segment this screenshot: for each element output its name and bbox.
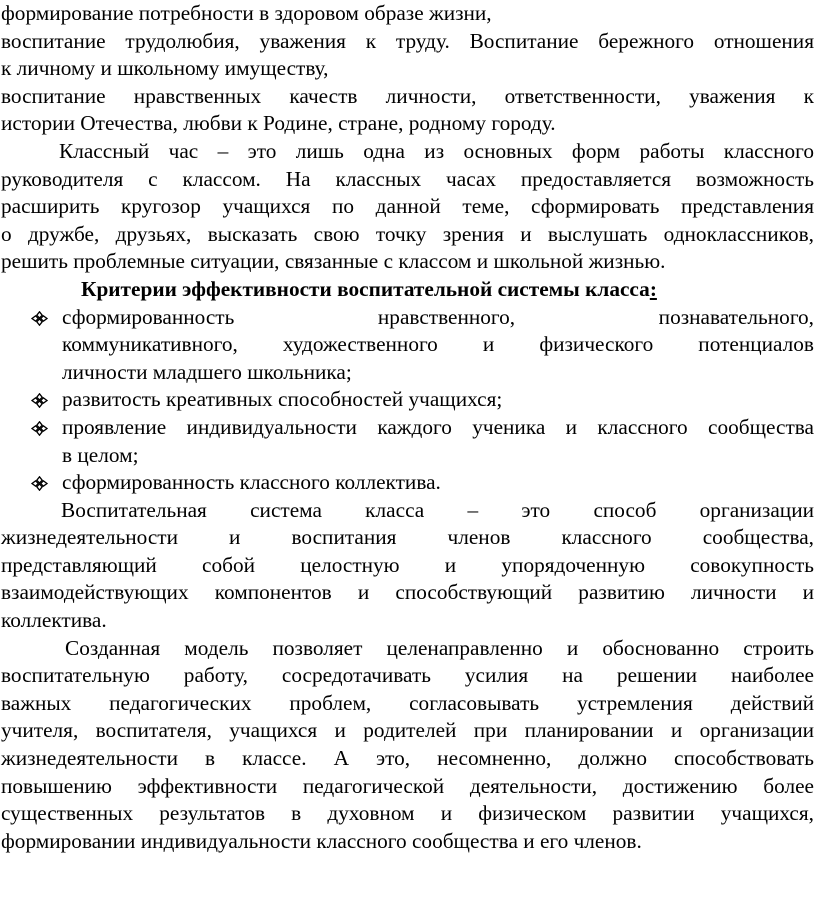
text-line: сформированность нравственного, познавательного, — [62, 304, 814, 329]
text-line: коллектива. — [1, 608, 107, 633]
text-line: представляющий собой целостную и упорядоченную совокупность — [1, 552, 814, 577]
list-item — [1, 304, 814, 387]
text-line: личности младшего школьника; — [62, 359, 352, 384]
text-line: повышению эффективности педагогической деятельности, достижению более — [1, 773, 814, 798]
criteria-heading-text: Критерии эффективности воспитательной системы класса — [81, 276, 650, 301]
system-paragraph — [1, 497, 814, 635]
text-line: к личному и школьному имуществу, — [1, 56, 329, 81]
text-line: в целом; — [62, 442, 139, 467]
text-line: жизнедеятельности в классе. А это, несомненно, должно способствовать — [1, 746, 814, 771]
text-line: сформированность классного коллектива. — [62, 470, 441, 495]
model-paragraph — [1, 635, 814, 856]
intro-block — [1, 0, 814, 138]
text-line: расширить кругозор учащихся по данной теме, сформировать представления — [1, 194, 814, 219]
text-line: взаимодействующих компонентов и способствующий развитию личности и — [1, 580, 814, 605]
list-item — [1, 414, 814, 469]
document-page — [1, 0, 814, 855]
text-line: воспитательную работу, сосредотачивать усилия на решении наиболее — [1, 663, 814, 688]
text-line: Классный час – это лишь одна из основных форм работы классного — [59, 138, 814, 163]
text-line: формировании индивидуальности классного сообщества и его членов. — [1, 828, 642, 853]
text-line: воспитание нравственных качеств личности, ответственности, уважения к — [1, 83, 814, 108]
text-line: воспитание трудолюбия, уважения к труду. Воспитание бережного отношения — [1, 28, 814, 53]
text-line: Воспитательная система класса – это способ организации — [61, 497, 814, 522]
text-line: истории Отечества, любви к Родине, стране, родному городу. — [1, 111, 556, 136]
text-line: жизнедеятельности и воспитания членов классного сообщества, — [1, 525, 814, 550]
text-line: развитость креативных способностей учащихся; — [62, 387, 503, 412]
text-line: формирование потребности в здоровом образе жизни, — [1, 1, 492, 25]
text-line: важных педагогических проблем, согласовывать устремления действий — [1, 690, 814, 715]
text-line: проявление индивидуальности каждого ученика и классного сообщества — [62, 414, 814, 439]
text-line: существенных результатов в духовном и физическом развитии учащихся, — [1, 801, 814, 826]
four-diamond-bullet-icon — [31, 386, 49, 414]
list-item — [1, 386, 814, 414]
criteria-list — [1, 304, 814, 497]
text-line: руководителя с классом. На классных часах предоставляется возможность — [1, 166, 814, 191]
four-diamond-bullet-icon — [31, 469, 49, 497]
text-line: Созданная модель позволяет целенаправленно и обоснованно строить — [65, 635, 814, 660]
text-line: о дружбе, друзьях, высказать свою точку зрения и выслушать одноклассников, — [1, 221, 814, 246]
criteria-heading — [1, 276, 814, 304]
text-line: учителя, воспитателя, учащихся и родителей при планировании и организации — [1, 718, 814, 743]
text-line: коммуникативного, художественного и физического потенциалов — [62, 332, 814, 357]
text-line: решить проблемные ситуации, связанные с классом и школьной жизнью. — [1, 249, 666, 274]
four-diamond-bullet-icon — [31, 304, 49, 332]
four-diamond-bullet-icon — [31, 414, 49, 442]
class-hour-paragraph — [1, 138, 814, 276]
list-item — [1, 469, 814, 497]
criteria-heading-colon: : — [649, 276, 657, 301]
